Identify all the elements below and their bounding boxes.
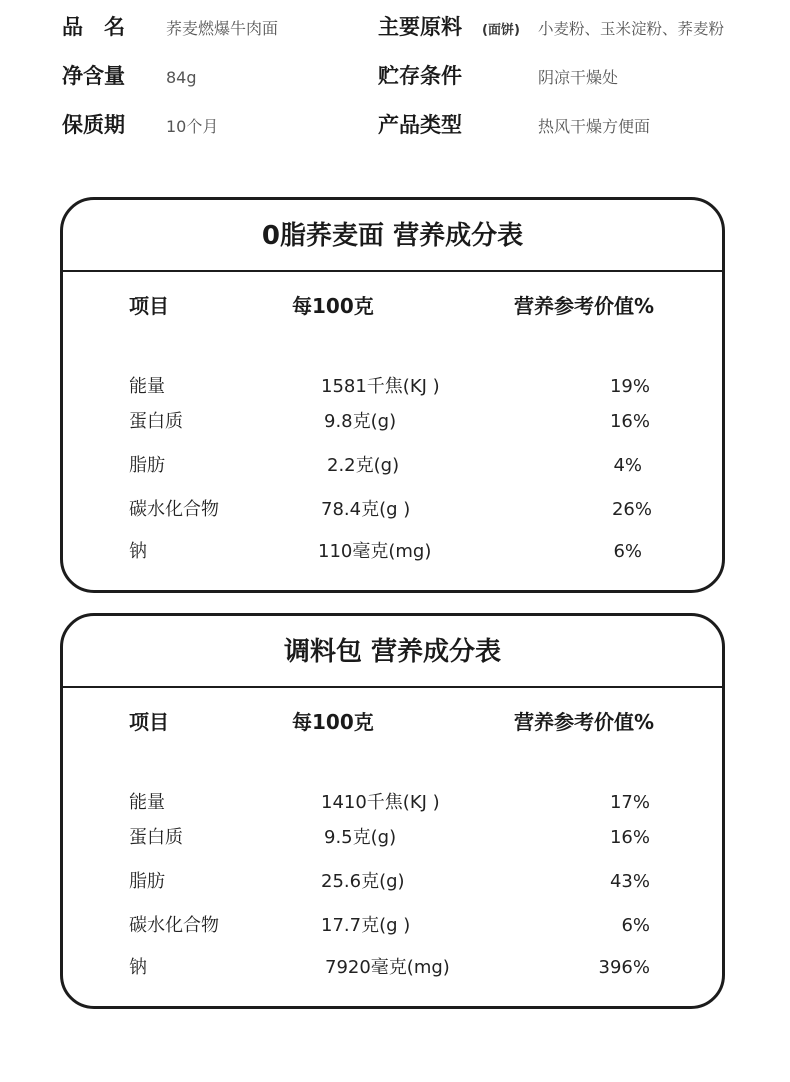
header-nrv: 营养参考价值%: [514, 294, 655, 318]
table-row-amount: 110毫克(mg): [318, 541, 432, 562]
table-row-nrv: 17%: [609, 792, 650, 813]
table-row-nrv: 6%: [613, 541, 642, 562]
ingredients-label: 主要原料: [378, 15, 462, 39]
product-type-label: 产品类型: [378, 113, 462, 137]
ingredients-note: (面饼): [482, 23, 520, 38]
table-row-item: 蛋白质: [129, 827, 183, 848]
header-item: 项目: [129, 710, 169, 734]
table-row-item: 能量: [129, 376, 165, 397]
header-item: 项目: [129, 294, 169, 318]
table-row-nrv: 43%: [609, 871, 650, 892]
table-row-nrv: 16%: [609, 827, 650, 848]
net-content-label: 净含量: [62, 64, 125, 88]
product-name-label: 品 名: [62, 15, 125, 39]
table-row-item: 脂肪: [129, 455, 165, 476]
table-row-item: 碳水化合物: [129, 499, 219, 520]
table-row-nrv: 4%: [613, 455, 642, 476]
table-row-amount: 1581千焦(KJ ): [321, 376, 440, 397]
table-row-item: 蛋白质: [129, 411, 183, 432]
table-row-nrv: 396%: [598, 957, 650, 978]
table-row-amount: 78.4克(g ): [321, 499, 411, 520]
product-name-value: 荞麦燃爆牛肉面: [166, 19, 279, 38]
table-row-amount: 7920毫克(mg): [325, 957, 450, 978]
storage-value: 阴凉干燥处: [538, 68, 619, 87]
table-row-nrv: 6%: [621, 915, 650, 936]
table-row-amount: 9.5克(g): [324, 827, 397, 848]
table-row-amount: 2.2克(g): [327, 455, 400, 476]
table-row-nrv: 26%: [611, 499, 652, 520]
product-type-value: 热风干燥方便面: [538, 117, 651, 136]
table-row-nrv: 19%: [609, 376, 650, 397]
noodle-nutrition-table: [60, 197, 725, 593]
table-row-item: 碳水化合物: [129, 915, 219, 936]
ingredients-value: 小麦粉、玉米淀粉、荞麦粉: [538, 20, 725, 38]
table-row-amount: 17.7克(g ): [321, 915, 411, 936]
table-row-amount: 1410千焦(KJ ): [321, 792, 440, 813]
seasoning-nutrition-table: [60, 613, 725, 1009]
table-row-item: 钠: [129, 957, 147, 978]
header-per-100g: 每100克: [292, 710, 374, 734]
table-row-amount: 9.8克(g): [324, 411, 397, 432]
storage-label: 贮存条件: [378, 64, 462, 88]
shelf-life-value: 10个月: [166, 117, 219, 136]
table-row-item: 钠: [129, 541, 147, 562]
table-row-nrv: 16%: [609, 411, 650, 432]
header-per-100g: 每100克: [292, 294, 374, 318]
shelf-life-label: 保质期: [62, 113, 125, 137]
net-content-value: 84g: [166, 68, 197, 87]
table-row-item: 能量: [129, 792, 165, 813]
header-nrv: 营养参考价值%: [514, 710, 655, 734]
noodle-table-title: 0脂荞麦面 营养成分表: [63, 200, 722, 272]
table-row-amount: 25.6克(g): [321, 871, 405, 892]
table-row-item: 脂肪: [129, 871, 165, 892]
seasoning-table-title: 调料包 营养成分表: [63, 616, 722, 688]
